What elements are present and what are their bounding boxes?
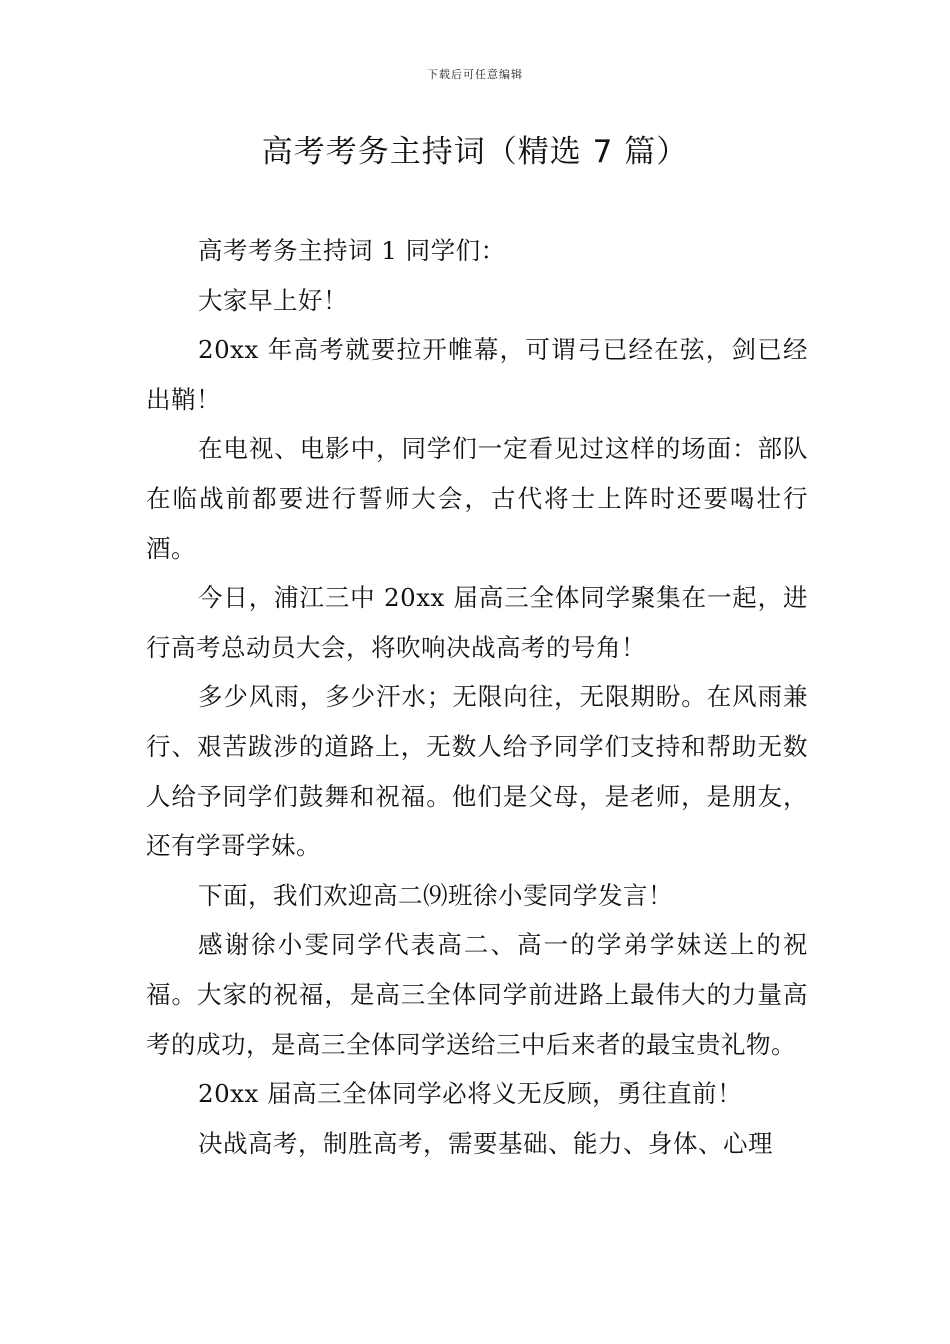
paragraph: 决战高考，制胜高考，需要基础、能力、身体、心理 bbox=[198, 1128, 773, 1158]
paragraph: 大家早上好！ bbox=[198, 285, 348, 315]
paragraph: 在电视、电影中，同学们一定看见过这样的场面：部队在临战前都要进行誓师大会，古代将士上阵时还要喝壮行酒。 bbox=[146, 434, 808, 563]
document-title: 高考考务主持词（精选 7 篇） bbox=[261, 134, 689, 170]
paragraph: 下面，我们欢迎高二⑼班徐小雯同学发言！ bbox=[198, 880, 673, 910]
page-header-note: 下载后可任意编辑 bbox=[427, 68, 523, 81]
paragraph: 20xx 年高考就要拉开帷幕，可谓弓已经在弦，剑已经出鞘！ bbox=[146, 335, 808, 414]
paragraph: 高考考务主持词 1 同学们： bbox=[198, 236, 506, 265]
paragraph: 20xx 届高三全体同学必将义无反顾，勇往直前！ bbox=[198, 1079, 743, 1109]
paragraph: 今日，浦江三中 20xx 届高三全体同学聚集在一起，进行高考总动员大会，将吹响决战高考的号角！ bbox=[146, 583, 808, 662]
document-body bbox=[146, 226, 808, 1168]
paragraph: 感谢徐小雯同学代表高二、高一的学弟学妹送上的祝福。大家的祝福，是高三全体同学前进路上最伟大的力量高考的成功，是高三全体同学送给三中后来者的最宝贵礼物。 bbox=[146, 930, 808, 1059]
paragraph: 多少风雨，多少汗水；无限向往，无限期盼。在风雨兼行、艰苦跋涉的道路上，无数人给予同学们支持和帮助无数人给予同学们鼓舞和祝福。他们是父母，是老师，是朋友，还有学哥学妹。 bbox=[146, 682, 808, 861]
